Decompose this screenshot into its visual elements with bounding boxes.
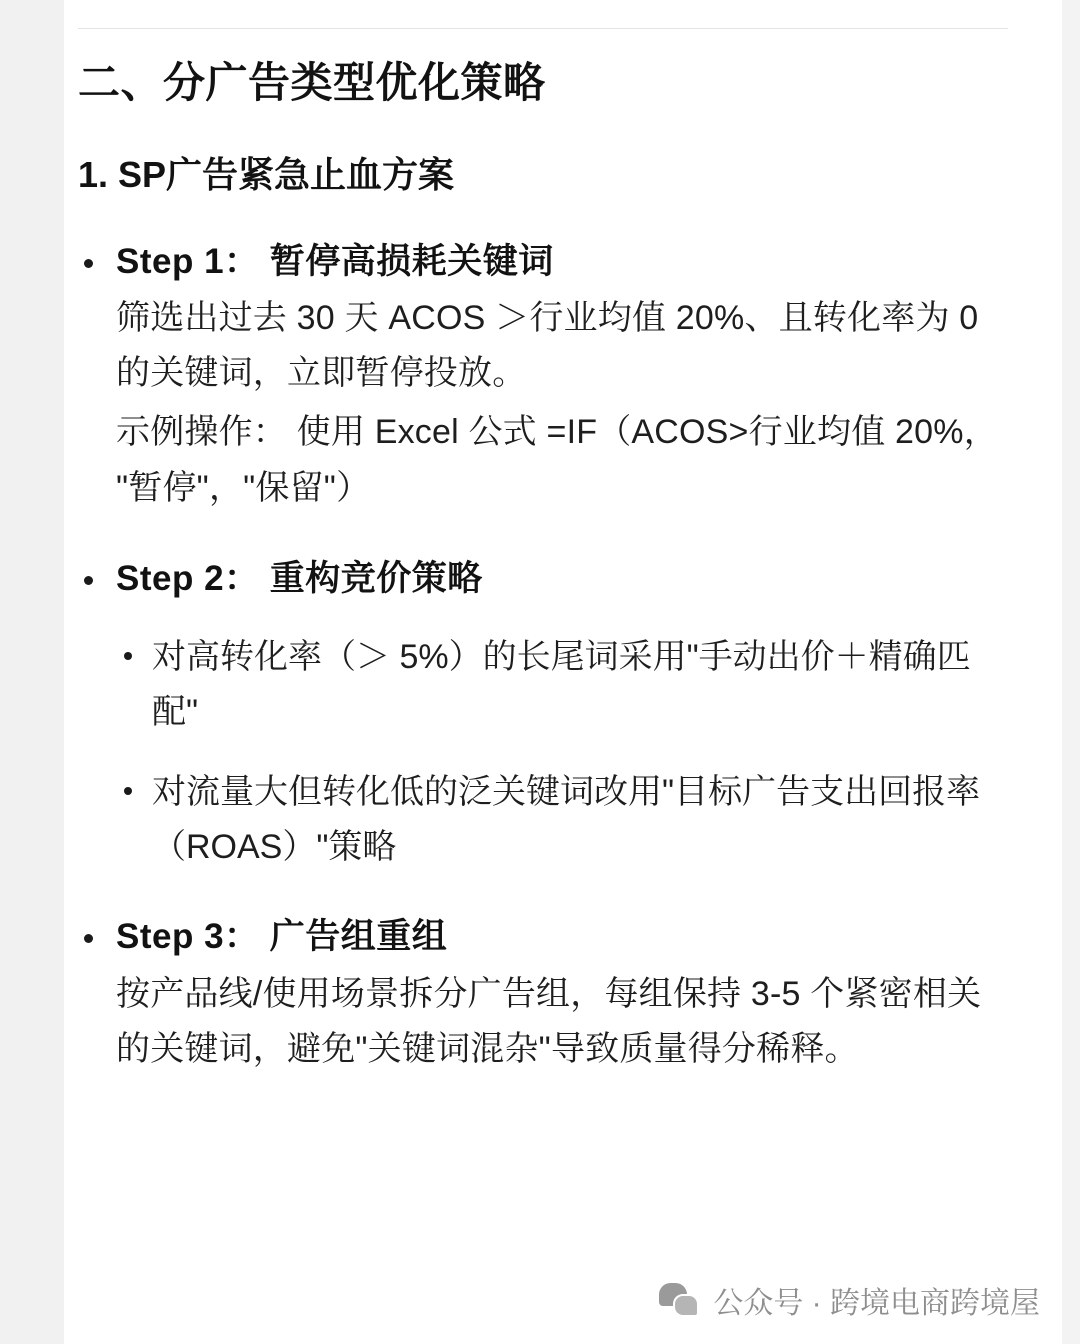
- wechat-icon: [659, 1283, 699, 1317]
- list-item: [78, 237, 1008, 516]
- step-heading: Step 3： 广告组重组: [116, 916, 448, 956]
- watermark-text: 公众号 · 跨境电商跨境屋: [713, 1287, 1040, 1320]
- step-heading: Step 1： 暂停高损耗关键词: [116, 241, 554, 281]
- page-left-margin: [0, 0, 64, 1344]
- list-item: [78, 912, 1008, 1077]
- step-paragraph: 筛选出过去 30 天 ACOS ＞行业均值 20%、且转化率为 0 的关键词，立即暂停投放。: [116, 299, 979, 393]
- section-subtitle: 1. SP广告紧急止血方案: [78, 153, 455, 195]
- sub-item-text: 对流量大但转化低的泛关键词改用"目标广告支出回报率（ROAS）"策略: [152, 773, 981, 866]
- sub-item-text: 对高转化率（＞ 5%）的长尾词采用"手动出价＋精确匹配": [152, 638, 971, 731]
- page-title: 二、分广告类型优化策略: [78, 59, 546, 106]
- list-item: [116, 765, 1008, 874]
- step-heading: Step 2： 重构竞价策略: [116, 558, 483, 598]
- sub-list: [116, 630, 1008, 874]
- list-item: [78, 554, 1008, 874]
- list-item: [116, 630, 1008, 739]
- page-right-margin: [1062, 0, 1080, 1344]
- top-divider: [78, 28, 1008, 29]
- step-paragraph: 示例操作： 使用 Excel 公式 =IF（ACOS>行业均值 20%， "暂停"，"保留"）: [116, 413, 998, 507]
- step-paragraph: 按产品线/使用场景拆分广告组，每组保持 3-5 个紧密相关的关键词，避免"关键词混杂"导致质量得分稀释。: [116, 974, 982, 1068]
- steps-list: [78, 237, 1008, 1077]
- watermark: [659, 1278, 1040, 1322]
